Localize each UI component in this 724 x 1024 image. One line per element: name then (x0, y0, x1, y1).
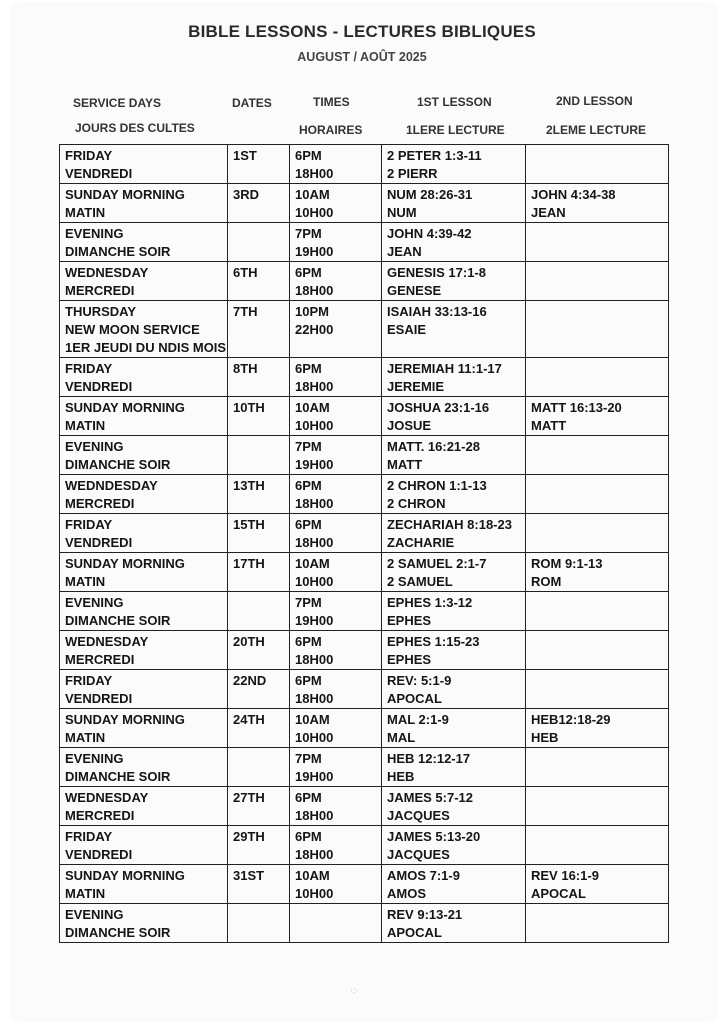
page-mark: ·:· (350, 985, 359, 995)
first-lesson-line: EPHES 1:3-12 (387, 595, 473, 610)
first-lesson-line: 2 SAMUEL 2:1-7 (387, 556, 487, 571)
service-day-line: DIMANCHE SOIR (65, 457, 171, 472)
first-lesson-cell (382, 301, 526, 358)
first-lesson-line: JEAN (387, 244, 422, 259)
service-day-line: EVENING (65, 751, 124, 766)
first-lesson-line: AMOS (387, 886, 426, 901)
first-lesson-line: JOSHUA 23:1-16 (387, 400, 490, 415)
first-lesson-line: EPHES 1:15-23 (387, 634, 480, 649)
time-line: 18H00 (295, 379, 334, 394)
table-row (60, 787, 669, 826)
schedule-table (59, 144, 669, 943)
time-line: 18H00 (295, 496, 334, 511)
service-day-line: SUNDAY MORNING (65, 556, 185, 571)
first-lesson-cell (382, 904, 526, 943)
time-cell (290, 631, 382, 670)
table-row (60, 514, 669, 553)
second-lesson-cell (526, 262, 669, 301)
time-line: 18H00 (295, 652, 334, 667)
second-lesson-cell (526, 397, 669, 436)
service-day-cell (60, 358, 228, 397)
service-day-cell (60, 748, 228, 787)
table-row (60, 553, 669, 592)
first-lesson-line: ISAIAH 33:13-16 (387, 304, 487, 319)
second-lesson-cell (526, 358, 669, 397)
second-lesson-cell (526, 865, 669, 904)
time-cell (290, 145, 382, 184)
second-lesson-line: HEB (531, 730, 559, 745)
date-cell (228, 592, 290, 631)
first-lesson-line: JACQUES (387, 847, 450, 862)
first-lesson-line: JAMES 5:13-20 (387, 829, 481, 844)
time-cell (290, 826, 382, 865)
header-dates: DATES (232, 96, 272, 110)
service-day-line: MERCREDI (65, 496, 135, 511)
first-lesson-cell (382, 748, 526, 787)
time-line: 18H00 (295, 283, 334, 298)
first-lesson-line: MAL 2:1-9 (387, 712, 449, 727)
first-lesson-line: ESAIE (387, 322, 427, 337)
time-cell (290, 592, 382, 631)
service-day-cell (60, 262, 228, 301)
time-line: 10H00 (295, 205, 334, 220)
time-line: 6PM (295, 148, 322, 163)
first-lesson-line: JAMES 5:7-12 (387, 790, 473, 805)
first-lesson-cell (382, 145, 526, 184)
second-lesson-cell (526, 631, 669, 670)
time-cell (290, 553, 382, 592)
second-lesson-cell (526, 553, 669, 592)
date-cell: 17TH (228, 553, 290, 592)
date-cell (228, 748, 290, 787)
first-lesson-line: JOHN 4:39-42 (387, 226, 472, 241)
table-row (60, 436, 669, 475)
first-lesson-line: ZECHARIAH 8:18-23 (387, 517, 512, 532)
date-cell: 31ST (228, 865, 290, 904)
date-cell: 7TH (228, 301, 290, 358)
document-subtitle: AUGUST / AOÛT 2025 (297, 50, 427, 64)
table-row (60, 748, 669, 787)
time-cell (290, 748, 382, 787)
first-lesson-cell (382, 436, 526, 475)
first-lesson-cell (382, 184, 526, 223)
time-cell (290, 223, 382, 262)
time-line: 6PM (295, 478, 322, 493)
second-lesson-cell (526, 904, 669, 943)
first-lesson-line: 2 PIERR (387, 166, 438, 181)
second-lesson-line: JEAN (531, 205, 566, 220)
first-lesson-cell (382, 514, 526, 553)
time-line: 6PM (295, 361, 322, 376)
first-lesson-line: JOSUE (387, 418, 432, 433)
time-cell (290, 358, 382, 397)
service-day-cell (60, 184, 228, 223)
service-day-cell (60, 709, 228, 748)
table-row (60, 592, 669, 631)
header-second-lesson: 2ND LESSON (556, 94, 633, 108)
first-lesson-cell (382, 631, 526, 670)
service-day-line: SUNDAY MORNING (65, 868, 185, 883)
second-lesson-line: MATT 16:13-20 (531, 400, 622, 415)
first-lesson-line: HEB 12:12-17 (387, 751, 471, 766)
second-lesson-cell (526, 709, 669, 748)
service-day-line: SUNDAY MORNING (65, 187, 185, 202)
time-line: 6PM (295, 517, 322, 532)
date-cell: 10TH (228, 397, 290, 436)
date-cell: 3RD (228, 184, 290, 223)
date-cell (228, 436, 290, 475)
service-day-line: DIMANCHE SOIR (65, 769, 171, 784)
time-cell (290, 514, 382, 553)
time-line: 22H00 (295, 322, 334, 337)
service-day-line: VENDREDI (65, 379, 133, 394)
time-line: 7PM (295, 226, 322, 241)
first-lesson-line: MATT. 16:21-28 (387, 439, 480, 454)
time-line: 18H00 (295, 808, 334, 823)
service-day-line: WEDNESDAY (65, 634, 149, 649)
first-lesson-line: EPHES (387, 652, 432, 667)
time-line: 10AM (295, 556, 330, 571)
service-day-line: VENDREDI (65, 535, 133, 550)
second-lesson-line: JOHN 4:34-38 (531, 187, 616, 202)
first-lesson-line: GENESIS 17:1-8 (387, 265, 486, 280)
first-lesson-line: EPHES (387, 613, 432, 628)
service-day-line: DIMANCHE SOIR (65, 244, 171, 259)
service-day-line: FRIDAY (65, 148, 113, 163)
first-lesson-cell (382, 865, 526, 904)
time-line: 10H00 (295, 886, 334, 901)
service-day-cell (60, 301, 228, 358)
first-lesson-cell (382, 787, 526, 826)
first-lesson-line: JEREMIAH 11:1-17 (387, 361, 502, 376)
second-lesson-line: ROM (531, 574, 562, 589)
second-lesson-line: HEB12:18-29 (531, 712, 611, 727)
header-second-lesson-fr: 2LEME LECTURE (546, 123, 647, 137)
time-cell (290, 262, 382, 301)
date-cell (228, 223, 290, 262)
second-lesson-line: REV 16:1-9 (531, 868, 599, 883)
date-cell: 24TH (228, 709, 290, 748)
table-row (60, 475, 669, 514)
service-day-line: EVENING (65, 226, 124, 241)
second-lesson-cell (526, 475, 669, 514)
time-line: 10H00 (295, 574, 334, 589)
first-lesson-cell (382, 223, 526, 262)
time-line: 10AM (295, 187, 330, 202)
time-cell (290, 301, 382, 358)
table-row (60, 670, 669, 709)
first-lesson-line: 2 CHRON (387, 496, 446, 511)
service-day-line: MERCREDI (65, 652, 135, 667)
header-horaires: HORAIRES (299, 123, 363, 137)
first-lesson-line: APOCAL (387, 925, 442, 940)
second-lesson-cell (526, 787, 669, 826)
time-line: 7PM (295, 439, 322, 454)
table-row (60, 223, 669, 262)
date-cell: 27TH (228, 787, 290, 826)
service-day-cell (60, 592, 228, 631)
second-lesson-cell (526, 223, 669, 262)
time-cell (290, 184, 382, 223)
time-line: 6PM (295, 829, 322, 844)
date-cell: 8TH (228, 358, 290, 397)
service-day-line: FRIDAY (65, 673, 113, 688)
header-times: TIMES (313, 95, 350, 109)
second-lesson-cell (526, 748, 669, 787)
time-line: 10H00 (295, 418, 334, 433)
first-lesson-cell (382, 553, 526, 592)
first-lesson-line: NUM 28:26-31 (387, 187, 473, 202)
service-day-line: SUNDAY MORNING (65, 712, 185, 727)
date-cell: 6TH (228, 262, 290, 301)
time-line: 19H00 (295, 613, 334, 628)
service-day-cell (60, 475, 228, 514)
time-line: 6PM (295, 265, 322, 280)
first-lesson-line: MATT (387, 457, 423, 472)
service-day-cell (60, 826, 228, 865)
service-day-line: THURSDAY (65, 304, 137, 319)
table-row (60, 631, 669, 670)
first-lesson-line: AMOS 7:1-9 (387, 868, 460, 883)
time-line: 18H00 (295, 691, 334, 706)
first-lesson-line: JACQUES (387, 808, 450, 823)
time-cell (290, 709, 382, 748)
first-lesson-cell (382, 592, 526, 631)
second-lesson-cell (526, 826, 669, 865)
service-day-line: 1ER JEUDI DU NDIS MOIS (65, 340, 227, 355)
service-day-line: VENDREDI (65, 166, 133, 181)
second-lesson-cell (526, 145, 669, 184)
table-row (60, 709, 669, 748)
service-day-line: NEW MOON SERVICE (65, 322, 200, 337)
service-day-cell (60, 904, 228, 943)
time-line: 18H00 (295, 847, 334, 862)
time-line: 10AM (295, 712, 330, 727)
service-day-cell (60, 631, 228, 670)
service-day-line: VENDREDI (65, 691, 133, 706)
service-day-line: DIMANCHE SOIR (65, 613, 171, 628)
time-cell (290, 397, 382, 436)
first-lesson-line: HEB (387, 769, 415, 784)
service-day-cell (60, 553, 228, 592)
time-line: 7PM (295, 595, 322, 610)
date-cell: 15TH (228, 514, 290, 553)
header-first-lesson: 1ST LESSON (417, 95, 492, 109)
service-day-cell (60, 397, 228, 436)
table-row (60, 904, 669, 943)
date-cell: 29TH (228, 826, 290, 865)
service-day-line: MATIN (65, 205, 106, 220)
first-lesson-cell (382, 709, 526, 748)
second-lesson-cell (526, 301, 669, 358)
service-day-line: VENDREDI (65, 847, 133, 862)
service-day-line: WEDNDESDAY (65, 478, 158, 493)
time-line: 7PM (295, 751, 322, 766)
table-row (60, 397, 669, 436)
table-row (60, 301, 669, 358)
schedule-body (60, 145, 669, 943)
time-cell (290, 904, 382, 943)
time-line: 6PM (295, 634, 322, 649)
service-day-line: FRIDAY (65, 517, 113, 532)
service-day-line: EVENING (65, 595, 124, 610)
second-lesson-line: MATT (531, 418, 567, 433)
service-day-line: WEDNESDAY (65, 265, 149, 280)
first-lesson-line: JEREMIE (387, 379, 445, 394)
first-lesson-line: ZACHARIE (387, 535, 455, 550)
time-line: 10AM (295, 400, 330, 415)
time-cell (290, 436, 382, 475)
service-day-line: WEDNESDAY (65, 790, 149, 805)
table-row (60, 358, 669, 397)
service-day-line: EVENING (65, 439, 124, 454)
first-lesson-line: 2 SAMUEL (387, 574, 453, 589)
time-cell (290, 475, 382, 514)
time-line: 6PM (295, 790, 322, 805)
table-row (60, 826, 669, 865)
date-cell: 1ST (228, 145, 290, 184)
first-lesson-line: REV: 5:1-9 (387, 673, 452, 688)
service-day-line: FRIDAY (65, 361, 113, 376)
date-cell: 20TH (228, 631, 290, 670)
time-line: 10PM (295, 304, 329, 319)
date-cell: 13TH (228, 475, 290, 514)
service-day-cell (60, 436, 228, 475)
time-line: 10AM (295, 868, 330, 883)
time-line: 19H00 (295, 244, 334, 259)
second-lesson-line: APOCAL (531, 886, 586, 901)
table-row (60, 184, 669, 223)
first-lesson-line: APOCAL (387, 691, 442, 706)
first-lesson-cell (382, 475, 526, 514)
time-line: 19H00 (295, 769, 334, 784)
first-lesson-line: NUM (387, 205, 417, 220)
service-day-line: MERCREDI (65, 283, 135, 298)
time-line: 18H00 (295, 535, 334, 550)
service-day-cell (60, 787, 228, 826)
first-lesson-cell (382, 670, 526, 709)
table-row (60, 262, 669, 301)
first-lesson-line: GENESE (387, 283, 442, 298)
first-lesson-line: 2 CHRON 1:1-13 (387, 478, 487, 493)
second-lesson-cell (526, 514, 669, 553)
service-day-cell (60, 223, 228, 262)
first-lesson-line: MAL (387, 730, 416, 745)
table-row (60, 865, 669, 904)
header-jours-des-cultes: JOURS DES CULTES (75, 121, 195, 135)
service-day-cell (60, 865, 228, 904)
service-day-line: MATIN (65, 418, 106, 433)
service-day-line: SUNDAY MORNING (65, 400, 185, 415)
service-day-cell (60, 670, 228, 709)
time-line: 10H00 (295, 730, 334, 745)
service-day-line: MATIN (65, 730, 106, 745)
service-day-line: MATIN (65, 574, 106, 589)
second-lesson-cell (526, 184, 669, 223)
service-day-line: DIMANCHE SOIR (65, 925, 171, 940)
first-lesson-cell (382, 826, 526, 865)
first-lesson-cell (382, 262, 526, 301)
service-day-line: EVENING (65, 907, 124, 922)
document-title: BIBLE LESSONS - LECTURES BIBLIQUES (188, 22, 536, 41)
date-cell: 22ND (228, 670, 290, 709)
service-day-line: FRIDAY (65, 829, 113, 844)
date-cell (228, 904, 290, 943)
service-day-cell (60, 514, 228, 553)
second-lesson-cell (526, 436, 669, 475)
first-lesson-line: 2 PETER 1:3-11 (387, 148, 482, 163)
header-first-lesson-fr: 1LERE LECTURE (406, 123, 505, 137)
service-day-line: MATIN (65, 886, 106, 901)
first-lesson-cell (382, 358, 526, 397)
first-lesson-line: REV 9:13-21 (387, 907, 463, 922)
time-line: 18H00 (295, 166, 334, 181)
time-cell (290, 865, 382, 904)
time-line: 6PM (295, 673, 322, 688)
first-lesson-cell (382, 397, 526, 436)
table-row (60, 145, 669, 184)
service-day-cell (60, 145, 228, 184)
time-line: 19H00 (295, 457, 334, 472)
time-cell (290, 787, 382, 826)
second-lesson-cell (526, 670, 669, 709)
service-day-line: MERCREDI (65, 808, 135, 823)
second-lesson-cell (526, 592, 669, 631)
time-cell (290, 670, 382, 709)
header-service-days: SERVICE DAYS (73, 96, 162, 110)
second-lesson-line: ROM 9:1-13 (531, 556, 603, 571)
